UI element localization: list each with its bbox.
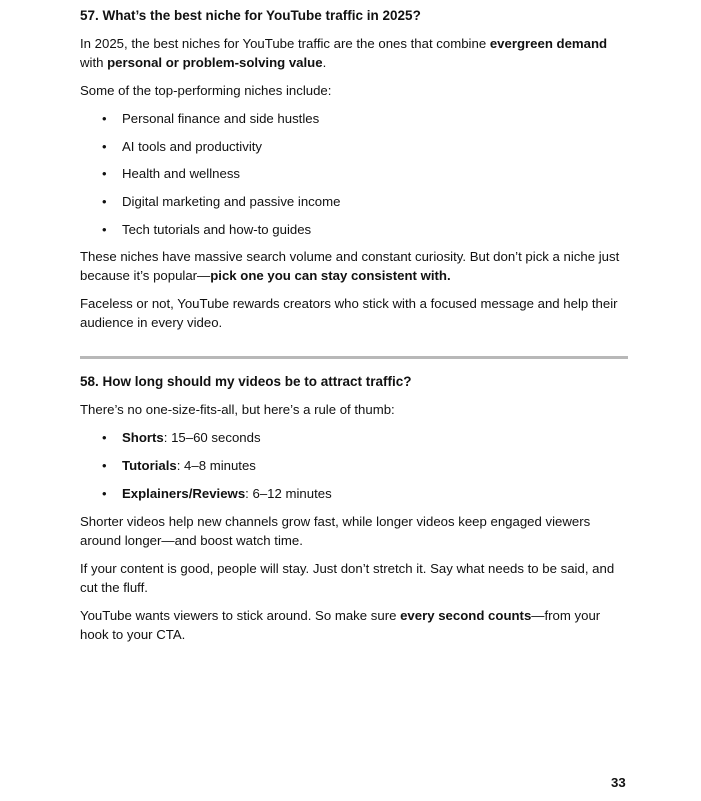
paragraph-text: YouTube wants viewers to stick around. So make sure xyxy=(80,607,401,623)
niche-list-intro: Some of the top-performing niches include: xyxy=(80,83,332,98)
list-item xyxy=(80,109,628,128)
length-value: : 15–60 seconds xyxy=(163,430,261,446)
list-item xyxy=(80,484,628,503)
list-item xyxy=(80,137,628,156)
paragraph-text: These niches have massive search volume and constant curiosity. But don’t pick a niche just because it’s popular— xyxy=(80,249,620,284)
video-length-list xyxy=(80,428,628,502)
intro-bold-2: personal or problem-solving value xyxy=(107,55,323,70)
list-item xyxy=(80,456,628,475)
section-57-intro xyxy=(80,34,628,72)
bullet-icon: • xyxy=(102,194,107,210)
list-item-text: Health and wellness xyxy=(122,166,241,182)
section-58-paragraph-2: If your content is good, people will stay. Just don’t stretch it. Say what needs to be said, and cut the fluff. xyxy=(80,560,615,595)
list-item xyxy=(80,428,628,447)
section-58-paragraph-3 xyxy=(80,606,628,644)
niche-list xyxy=(80,109,628,239)
page-number: 33 xyxy=(611,775,626,790)
paragraph-bold: pick one you can stay consistent with. xyxy=(210,268,451,284)
list-item xyxy=(80,164,628,183)
section-57-paragraph-2 xyxy=(80,247,628,285)
intro-bold-1: evergreen demand xyxy=(489,36,608,51)
section-58-heading: 58. How long should my videos be to attract traffic? xyxy=(80,374,412,390)
paragraph-text: —from your hook to your CTA. xyxy=(80,607,601,642)
section-57-paragraph-3: Faceless or not, YouTube rewards creators who stick with a focused message and help their audience in every video. xyxy=(80,296,618,331)
section-58-paragraph-1: Shorter videos help new channels grow fast, while longer videos keep engaged viewers around longer—and boost watch time. xyxy=(80,513,591,548)
bullet-icon: • xyxy=(102,166,107,182)
list-item xyxy=(80,192,628,211)
bullet-icon: • xyxy=(102,485,107,501)
intro-text-1: In 2025, the best niches for YouTube traffic are the ones that combine xyxy=(80,36,490,51)
list-item-text: Personal finance and side hustles xyxy=(122,111,320,126)
bullet-icon: • xyxy=(102,138,107,154)
page-content xyxy=(80,6,628,644)
intro-text-3: . xyxy=(322,55,327,70)
list-item xyxy=(80,220,628,239)
bullet-icon: • xyxy=(102,221,107,237)
length-label: Explainers/Reviews xyxy=(122,485,246,501)
section-57-heading: 57. What’s the best niche for YouTube traffic in 2025? xyxy=(80,8,421,23)
list-item-text: Tech tutorials and how-to guides xyxy=(122,221,312,237)
list-item-text: Digital marketing and passive income xyxy=(122,194,341,210)
bullet-icon: • xyxy=(102,430,107,446)
length-label: Tutorials xyxy=(122,458,177,474)
list-item-text: AI tools and productivity xyxy=(122,138,263,154)
intro-text-2: with xyxy=(80,55,108,70)
paragraph-bold: every second counts xyxy=(400,607,532,623)
length-value: : 4–8 minutes xyxy=(176,458,256,474)
bullet-icon: • xyxy=(102,458,107,474)
length-label: Shorts xyxy=(122,430,164,446)
bullet-icon: • xyxy=(102,111,107,126)
length-value: : 6–12 minutes xyxy=(245,485,332,501)
section-58-intro: There’s no one-size-fits-all, but here’s a rule of thumb: xyxy=(80,402,395,418)
